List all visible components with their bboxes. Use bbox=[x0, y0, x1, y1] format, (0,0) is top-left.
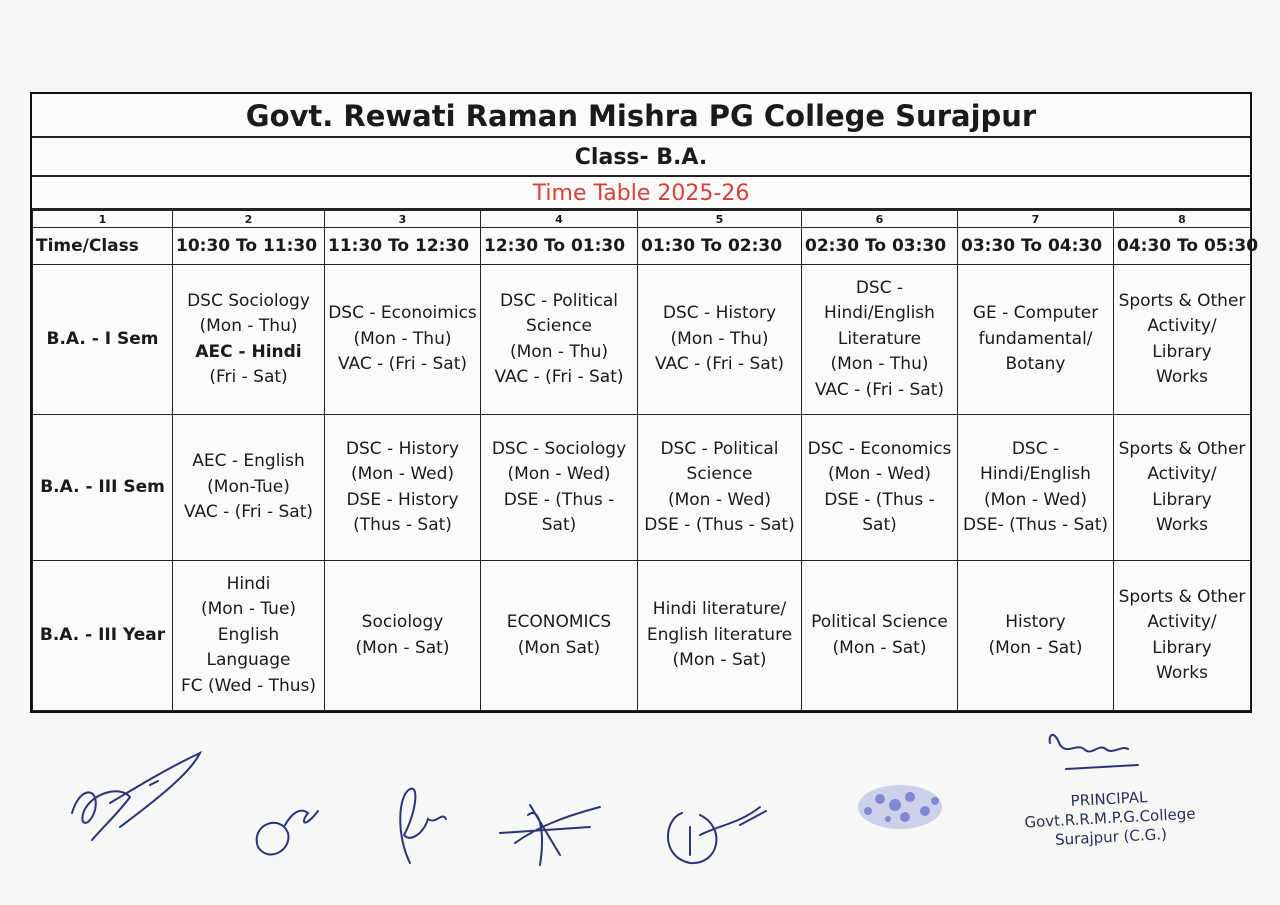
schedule-line: Works bbox=[1156, 515, 1208, 535]
schedule-line: Hindi literature/ bbox=[652, 599, 787, 620]
schedule-cell bbox=[638, 415, 802, 561]
schedule-cell bbox=[325, 561, 481, 711]
college-name: Govt. Rewati Raman Mishra PG College Surajpur bbox=[32, 94, 1250, 138]
schedule-cell bbox=[638, 265, 802, 415]
schedule-cell bbox=[802, 265, 958, 415]
time-slot-header: 04:30 To 05:30 bbox=[1114, 228, 1251, 265]
class-title: Class- B.A. bbox=[32, 138, 1250, 177]
schedule-line: DSE - History bbox=[346, 489, 459, 510]
principal-line: PRINCIPAL bbox=[1070, 788, 1148, 811]
schedule-line: Sports & Other bbox=[1118, 586, 1246, 607]
schedule-line: Activity/ Library bbox=[1147, 316, 1217, 362]
schedule-line: (Fri - Sat) bbox=[209, 367, 288, 387]
schedule-line: AEC - Hindi bbox=[195, 341, 302, 362]
schedule-line: Sports & Other bbox=[1118, 290, 1246, 311]
schedule-cell bbox=[1114, 561, 1251, 711]
time-slot-header: 03:30 To 04:30 bbox=[958, 228, 1114, 265]
schedule-line: Works bbox=[1156, 663, 1208, 683]
schedule-line: VAC - (Fri - Sat) bbox=[814, 379, 945, 400]
time-header-row bbox=[33, 228, 1251, 265]
schedule-line: DSC - Economics bbox=[807, 438, 952, 459]
schedule-line: (Mon - Thu) bbox=[830, 354, 929, 375]
schedule-line: Hindi/English bbox=[980, 464, 1091, 484]
column-number: 7 bbox=[958, 211, 1114, 228]
schedule-line: AEC - English bbox=[192, 451, 305, 472]
time-slot-header: 11:30 To 12:30 bbox=[325, 228, 481, 265]
signature-4 bbox=[500, 805, 600, 865]
schedule-line: Botany bbox=[1005, 354, 1066, 375]
schedule-line: ECONOMICS bbox=[506, 612, 612, 632]
schedule-line: Hindi bbox=[226, 573, 271, 594]
schedule-cell bbox=[173, 415, 325, 561]
timetable-title: Time Table 2025-26 bbox=[32, 177, 1250, 210]
schedule-line: (Mon - Tue) bbox=[200, 599, 297, 620]
column-number: 8 bbox=[1114, 211, 1251, 228]
class-label: B.A. - III Sem bbox=[33, 415, 173, 561]
signature-2 bbox=[257, 811, 318, 855]
schedule-line: Hindi/English bbox=[824, 303, 935, 324]
schedule-line: English Language bbox=[206, 624, 291, 671]
schedule-line: Sports & Other bbox=[1118, 438, 1246, 459]
principal-line: Surajpur (C.G.) bbox=[1054, 825, 1168, 849]
schedule-line: DSE - (Thus - Sat) bbox=[503, 489, 615, 535]
timetable-grid bbox=[32, 210, 1259, 711]
schedule-line: (Mon - Sat) bbox=[988, 637, 1083, 658]
schedule-line: DSC - Econoimics bbox=[328, 303, 477, 324]
schedule-line: (Mon - Sat) bbox=[355, 637, 450, 658]
signature-1 bbox=[72, 753, 200, 840]
schedule-line: DSC - bbox=[1011, 438, 1060, 459]
schedule-line: Works bbox=[1156, 367, 1208, 387]
principal-line: Govt.R.R.M.P.G.College bbox=[1024, 804, 1196, 832]
schedule-line: (Mon - Thu) bbox=[670, 328, 769, 349]
class-row bbox=[33, 561, 1251, 711]
schedule-line: (Mon - Wed) bbox=[507, 464, 611, 484]
schedule-line: DSC - History bbox=[345, 438, 460, 459]
office-seal-stamp bbox=[858, 785, 942, 829]
schedule-cell bbox=[1114, 415, 1251, 561]
schedule-line: Activity/ Library bbox=[1147, 612, 1217, 658]
column-number: 2 bbox=[173, 211, 325, 228]
schedule-cell bbox=[958, 265, 1114, 415]
column-number-row bbox=[33, 211, 1251, 228]
time-slot-header: 10:30 To 11:30 bbox=[173, 228, 325, 265]
schedule-line: (Mon - Wed) bbox=[983, 489, 1088, 510]
schedule-line: GE - Computer bbox=[972, 303, 1099, 324]
schedule-cell bbox=[638, 561, 802, 711]
schedule-cell bbox=[481, 561, 638, 711]
signature-principal bbox=[1050, 735, 1138, 769]
schedule-line: (Mon - Thu) bbox=[510, 341, 608, 362]
schedule-cell bbox=[481, 265, 638, 415]
class-label: B.A. - I Sem bbox=[33, 265, 173, 415]
timetable-sheet bbox=[30, 92, 1259, 713]
schedule-cell bbox=[325, 415, 481, 561]
schedule-line: DSC - History bbox=[662, 303, 777, 324]
schedule-line: DSC - Sociology bbox=[491, 438, 627, 459]
schedule-line: (Mon - Thu) bbox=[199, 316, 298, 336]
schedule-cell bbox=[802, 561, 958, 711]
schedule-line: English literature bbox=[646, 624, 793, 645]
schedule-line: VAC - (Fri - Sat) bbox=[337, 354, 468, 375]
schedule-cell bbox=[481, 415, 638, 561]
schedule-line: Science bbox=[526, 316, 592, 336]
schedule-line: (Mon - Thu) bbox=[353, 328, 452, 349]
signature-3 bbox=[400, 789, 446, 863]
schedule-line: DSC - Political bbox=[499, 290, 619, 311]
schedule-cell bbox=[802, 415, 958, 561]
time-slot-header: 01:30 To 02:30 bbox=[638, 228, 802, 265]
schedule-line: (Mon-Tue) bbox=[207, 476, 290, 497]
principal-stamp bbox=[1009, 785, 1212, 852]
column-number: 3 bbox=[325, 211, 481, 228]
schedule-cell bbox=[173, 265, 325, 415]
schedule-line: (Thus - Sat) bbox=[353, 515, 452, 535]
schedule-line: Activity/ Library bbox=[1147, 464, 1217, 510]
column-number: 4 bbox=[481, 211, 638, 228]
class-label: B.A. - III Year bbox=[33, 561, 173, 711]
schedule-line: (Mon - Sat) bbox=[672, 650, 767, 671]
schedule-cell bbox=[1114, 265, 1251, 415]
schedule-line: History bbox=[1005, 612, 1066, 632]
schedule-line: FC (Wed - Thus) bbox=[180, 675, 317, 696]
column-number: 6 bbox=[802, 211, 958, 228]
schedule-line: fundamental/ bbox=[978, 328, 1093, 349]
schedule-line: DSE- (Thus - Sat) bbox=[962, 515, 1109, 535]
schedule-line: DSE - (Thus - Sat) bbox=[824, 489, 935, 535]
signature-5 bbox=[668, 807, 766, 863]
column-number: 5 bbox=[638, 211, 802, 228]
time-class-header: Time/Class bbox=[33, 228, 173, 265]
schedule-line: VAC - (Fri - Sat) bbox=[494, 367, 624, 387]
column-number: 1 bbox=[33, 211, 173, 228]
schedule-cell bbox=[173, 561, 325, 711]
schedule-line: VAC - (Fri - Sat) bbox=[183, 502, 314, 523]
schedule-line: Science bbox=[686, 464, 753, 484]
time-slot-header: 02:30 To 03:30 bbox=[802, 228, 958, 265]
schedule-line: (Mon - Wed) bbox=[827, 464, 932, 484]
schedule-line: (Mon - Wed) bbox=[350, 464, 455, 484]
schedule-line: DSC - Political bbox=[660, 438, 779, 459]
schedule-cell bbox=[325, 265, 481, 415]
schedule-line: (Mon Sat) bbox=[517, 637, 601, 658]
schedule-line: DSE - (Thus - Sat) bbox=[644, 515, 795, 535]
schedule-line: (Mon - Wed) bbox=[667, 489, 772, 510]
schedule-line: Sociology bbox=[361, 612, 444, 632]
schedule-line: DSC - bbox=[855, 277, 904, 298]
schedule-line: DSC Sociology bbox=[187, 290, 310, 311]
class-row bbox=[33, 265, 1251, 415]
schedule-line: Literature bbox=[837, 328, 922, 349]
class-row bbox=[33, 415, 1251, 561]
schedule-cell bbox=[958, 415, 1114, 561]
schedule-line: Political Science bbox=[811, 612, 948, 632]
schedule-line: (Mon - Sat) bbox=[832, 637, 927, 658]
time-slot-header: 12:30 To 01:30 bbox=[481, 228, 638, 265]
schedule-cell bbox=[958, 561, 1114, 711]
schedule-line: VAC - (Fri - Sat) bbox=[654, 354, 785, 375]
